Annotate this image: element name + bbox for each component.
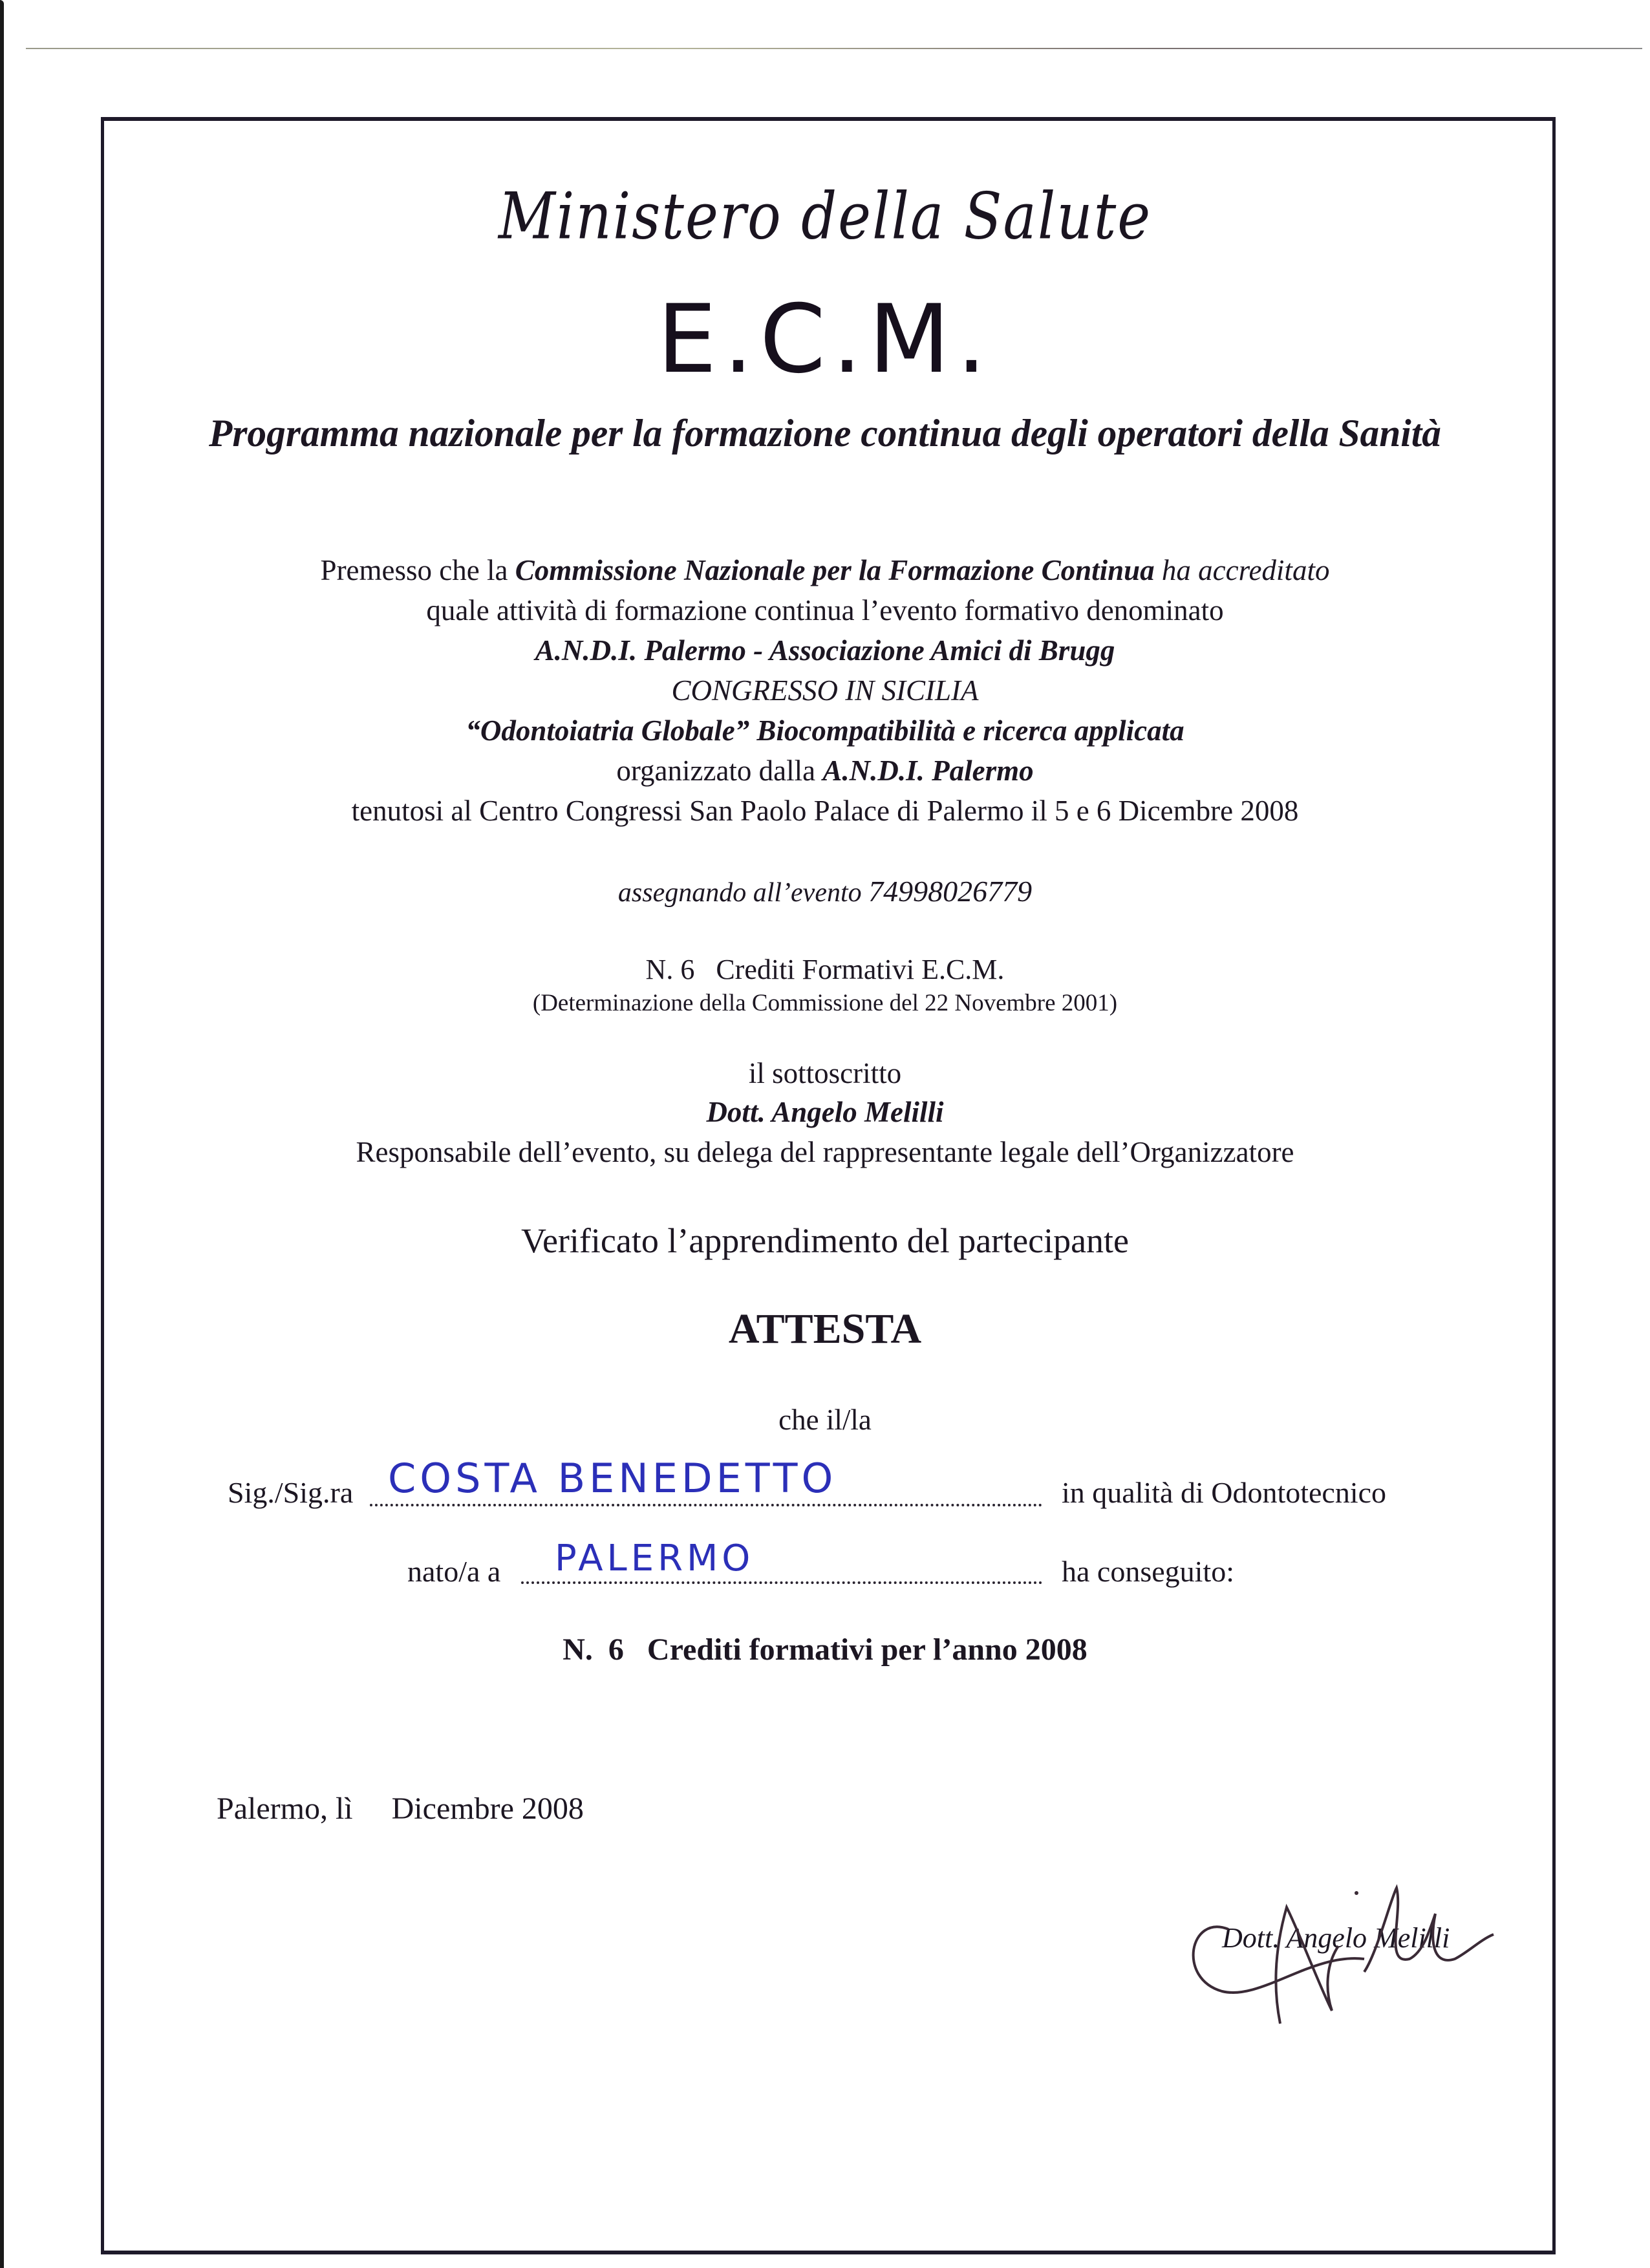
organized-by [0, 754, 1650, 787]
attesta-heading: ATTESTA [728, 1305, 922, 1353]
place-date [217, 1791, 584, 1826]
premise-text-c: ha accreditato [1154, 554, 1330, 586]
born-label: nato/a a [407, 1555, 501, 1588]
event-subtitle: “Odontoiatria Globale” Biocompatibilità e ricerca applicata [466, 714, 1184, 747]
signatory-name: Dott. Angelo Melilli [706, 1096, 944, 1128]
place-label: Palermo, lì [217, 1792, 353, 1826]
signature-block [1151, 1862, 1513, 2030]
assignment-label: assegnando all’evento [617, 878, 862, 908]
scan-line-artifact [26, 48, 1642, 49]
birthplace-dotted-line [521, 1581, 1042, 1584]
qualification: in qualità di Odontotecnico [1062, 1476, 1387, 1509]
final-credits: N. 6 Crediti formativi per l’anno 2008 [562, 1632, 1088, 1667]
signatory-role: Responsabile dell’evento, su delega del rappresentante legale dell’Organizzatore [356, 1136, 1294, 1168]
organizer-name: A.N.D.I. Palermo [822, 754, 1034, 787]
handwritten-signature [1151, 1862, 1513, 2030]
verification-text: Verificato l’apprendimento del partecipante [520, 1221, 1130, 1260]
premise-text-a: Premesso che la [320, 554, 515, 586]
event-title: CONGRESSO IN SICILIA [671, 674, 979, 707]
ecm-credits: N. 6 Crediti Formativi E.C.M. [645, 954, 1005, 985]
name-dotted-line [370, 1504, 1042, 1506]
event-code: 74998026779 [868, 875, 1033, 908]
premise-line-2: quale attività di formazione continua l’evento formativo denominato [426, 594, 1224, 626]
sig-label: Sig./Sig.ra [228, 1476, 354, 1509]
event-venue: tenutosi al Centro Congressi San Paolo Palace di Palermo il 5 e 6 Dicembre 2008 [351, 795, 1299, 827]
event-organizer: A.N.D.I. Palermo - Associazione Amici di Brugg [535, 634, 1115, 667]
birthplace-handwritten: PALERMO [555, 1537, 755, 1579]
organized-label: organizzato dalla [616, 754, 823, 787]
undersigned-intro: il sottoscritto [748, 1057, 902, 1089]
ecm-title: E.C.M. [657, 284, 993, 394]
commission-determination: (Determinazione della Commissione del 22 Novembre 2001) [532, 990, 1118, 1016]
obtained-label: ha conseguito: [1062, 1555, 1234, 1588]
premise-line-1 [0, 553, 1650, 587]
signature-printed-name: Dott. Angelo Melilli [1222, 1922, 1450, 1954]
ministry-heading: Ministero della Salute [498, 179, 1152, 254]
date-value: Dicembre 2008 [391, 1792, 584, 1826]
program-subtitle: Programma nazionale per la formazione continua degli operatori della Sanità [209, 412, 1441, 455]
che-il-la: che il/la [778, 1404, 872, 1436]
event-assignment [0, 874, 1650, 908]
commission-name: Commissione Nazionale per la Formazione Continua [515, 554, 1155, 586]
participant-name-handwritten: COSTA BENEDETTO [388, 1455, 837, 1502]
